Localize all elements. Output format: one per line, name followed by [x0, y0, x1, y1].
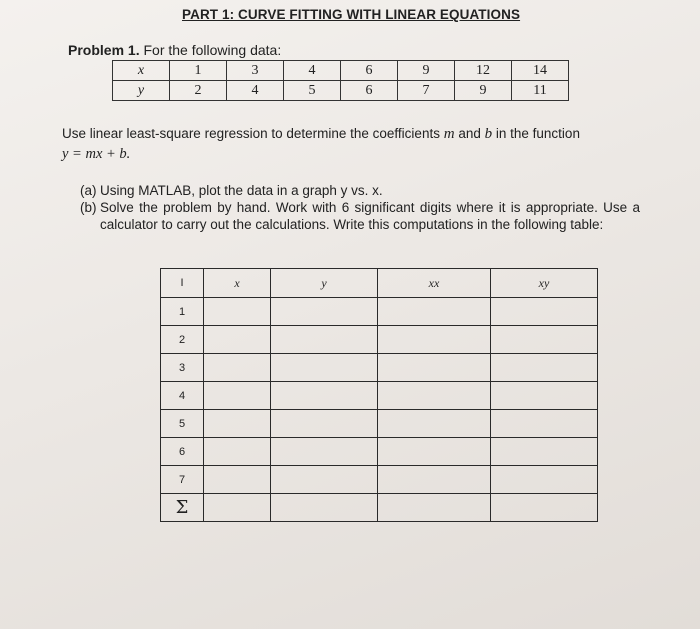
empty-cell[interactable] [271, 326, 378, 354]
empty-cell[interactable] [271, 438, 378, 466]
header-y: y [271, 269, 378, 298]
empty-cell[interactable] [271, 410, 378, 438]
table-row [161, 410, 598, 438]
data-row-x [113, 61, 569, 81]
empty-cell[interactable] [491, 298, 598, 326]
row-index: 5 [161, 410, 204, 438]
empty-cell[interactable] [491, 354, 598, 382]
data-cell: 11 [512, 81, 569, 101]
empty-cell[interactable] [204, 354, 271, 382]
row-index: 4 [161, 382, 204, 410]
empty-cell[interactable] [378, 410, 491, 438]
table-row [161, 382, 598, 410]
table-row [161, 298, 598, 326]
regression-instruction [62, 124, 642, 164]
empty-cell[interactable] [491, 466, 598, 494]
row-index: 3 [161, 354, 204, 382]
data-cell: 6 [341, 61, 398, 81]
data-cell: 5 [284, 81, 341, 101]
task-text: Solve the problem by hand. Work with 6 significant digits where it is appropriate. Use a calculator to carry out the calculations. Write this computations in the following table: [100, 200, 640, 232]
table-row [161, 354, 598, 382]
data-cell: 14 [512, 61, 569, 81]
empty-cell[interactable] [204, 410, 271, 438]
empty-cell[interactable] [271, 298, 378, 326]
computation-header-row [161, 269, 598, 298]
row-index: 1 [161, 298, 204, 326]
empty-cell[interactable] [271, 354, 378, 382]
data-cell: 4 [227, 81, 284, 101]
table-row [161, 326, 598, 354]
coef-m: m [443, 126, 455, 142]
empty-cell[interactable] [204, 298, 271, 326]
header-index: I [161, 269, 204, 298]
page-title: PART 1: CURVE FITTING WITH LINEAR EQUATIONS [182, 7, 521, 22]
computation-table [160, 268, 598, 522]
coef-b: b [484, 126, 493, 142]
data-y-label: y [113, 81, 170, 101]
empty-cell[interactable] [378, 382, 491, 410]
task-item-b [80, 199, 640, 233]
data-row-y [113, 81, 569, 101]
data-cell: 9 [398, 61, 455, 81]
linear-equation: y = mx + b. [62, 146, 131, 162]
data-cell: 3 [227, 61, 284, 81]
task-list [80, 182, 640, 233]
row-index: 6 [161, 438, 204, 466]
task-label: (b) [80, 200, 97, 215]
table-row [161, 466, 598, 494]
problem-label: Problem 1. [68, 42, 140, 58]
data-cell: 2 [170, 81, 227, 101]
sum-symbol: Σ [161, 494, 204, 522]
table-row [161, 438, 598, 466]
empty-cell[interactable] [204, 326, 271, 354]
empty-cell[interactable] [378, 494, 491, 522]
data-cell: 1 [170, 61, 227, 81]
data-table [112, 60, 569, 101]
data-x-label: x [113, 61, 170, 81]
empty-cell[interactable] [204, 438, 271, 466]
data-cell: 7 [398, 81, 455, 101]
header-xx: xx [378, 269, 491, 298]
task-item-a [80, 182, 640, 199]
empty-cell[interactable] [378, 466, 491, 494]
data-cell: 6 [341, 81, 398, 101]
empty-cell[interactable] [491, 438, 598, 466]
data-cell: 9 [455, 81, 512, 101]
header-x: x [204, 269, 271, 298]
empty-cell[interactable] [491, 494, 598, 522]
empty-cell[interactable] [491, 326, 598, 354]
data-cell: 12 [455, 61, 512, 81]
empty-cell[interactable] [378, 438, 491, 466]
task-text: Using MATLAB, plot the data in a graph y vs. x. [100, 183, 383, 198]
instruction-text-1: Use linear least-square regression to determine the coefficients [62, 126, 440, 141]
sum-row [161, 494, 598, 522]
empty-cell[interactable] [204, 494, 271, 522]
empty-cell[interactable] [378, 326, 491, 354]
empty-cell[interactable] [271, 382, 378, 410]
empty-cell[interactable] [378, 354, 491, 382]
instruction-text-2: in the function [495, 126, 580, 141]
empty-cell[interactable] [271, 494, 378, 522]
instruction-and: and [458, 126, 481, 141]
row-index: 7 [161, 466, 204, 494]
empty-cell[interactable] [491, 382, 598, 410]
problem-statement [68, 42, 281, 58]
empty-cell[interactable] [204, 382, 271, 410]
empty-cell[interactable] [378, 298, 491, 326]
empty-cell[interactable] [271, 466, 378, 494]
row-index: 2 [161, 326, 204, 354]
data-cell: 4 [284, 61, 341, 81]
empty-cell[interactable] [204, 466, 271, 494]
empty-cell[interactable] [491, 410, 598, 438]
task-label: (a) [80, 183, 97, 198]
problem-text: For the following data: [143, 42, 282, 58]
header-xy: xy [491, 269, 598, 298]
